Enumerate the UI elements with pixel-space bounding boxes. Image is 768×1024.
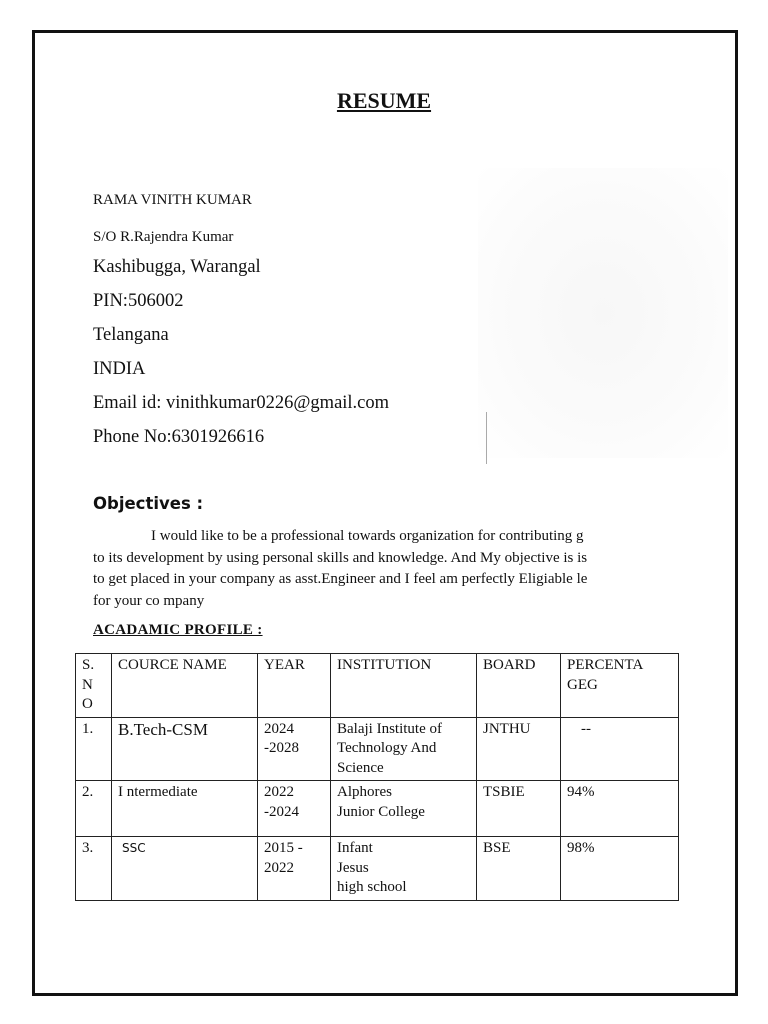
table-cell: 2. — [76, 781, 112, 837]
table-cell: 2022 -2024 — [258, 781, 331, 837]
table-cell: 2015 - 2022 — [258, 837, 331, 901]
table-cell: 98% — [561, 837, 679, 901]
header-cell: BOARD — [477, 654, 561, 718]
table-cell: JNTHU — [477, 717, 561, 781]
contact-phone: Phone No:6301926616 — [93, 427, 265, 447]
resume-title: RESUME — [336, 88, 432, 113]
table-cell: Balaji Institute of Technology And Science — [331, 717, 477, 781]
header-cell: COURCE NAME — [112, 654, 258, 718]
contact-country: INDIA — [93, 359, 146, 379]
objective-line: I would like to be a professional towards organization for contributing g — [151, 528, 584, 544]
objectives-heading: Objectives : — [93, 494, 204, 513]
contact-email: Email id: vinithkumar0226@gmail.com — [93, 393, 390, 413]
table-cell: TSBIE — [477, 781, 561, 837]
faint-mark — [486, 412, 487, 464]
contact-pin: PIN:506002 — [93, 291, 184, 311]
table-cell: Infant Jesus high school — [331, 837, 477, 901]
header-cell: PERCENTA GEG — [561, 654, 679, 718]
table-cell: I ntermediate — [112, 781, 258, 837]
table-cell: 94% — [561, 781, 679, 837]
table-cell: 2024 -2028 — [258, 717, 331, 781]
table-row — [76, 717, 679, 781]
table-header-row — [76, 654, 679, 718]
contact-parent: S/O R.Rajendra Kumar — [93, 229, 234, 245]
header-cell: S. N O — [76, 654, 112, 718]
table-row — [76, 837, 679, 901]
academic-heading: ACADAMIC PROFILE : — [93, 622, 263, 638]
table-cell: SSC — [112, 837, 258, 901]
contact-name: RAMA VINITH KUMAR — [93, 192, 252, 208]
table-cell: 1. — [76, 717, 112, 781]
header-cell: INSTITUTION — [331, 654, 477, 718]
table-cell: B.Tech-CSM — [112, 717, 258, 781]
contact-state: Telangana — [93, 325, 169, 345]
objective-line: for your co mpany — [93, 592, 205, 609]
contact-address: Kashibugga, Warangal — [93, 257, 261, 277]
objective-line: to its development by using personal skills and knowledge. And My objective is is — [93, 549, 588, 566]
table-cell: BSE — [477, 837, 561, 901]
table-cell: 3. — [76, 837, 112, 901]
table-cell: -- — [561, 717, 679, 781]
objectives-text — [93, 526, 673, 612]
table-row — [76, 781, 679, 837]
academic-table — [75, 653, 679, 901]
objective-line: to get placed in your company as asst.Engineer and I feel am perfectly Eligiable le — [93, 571, 588, 587]
table-cell: Alphores Junior College — [331, 781, 477, 837]
photo-placeholder — [478, 168, 728, 458]
header-cell: YEAR — [258, 654, 331, 718]
